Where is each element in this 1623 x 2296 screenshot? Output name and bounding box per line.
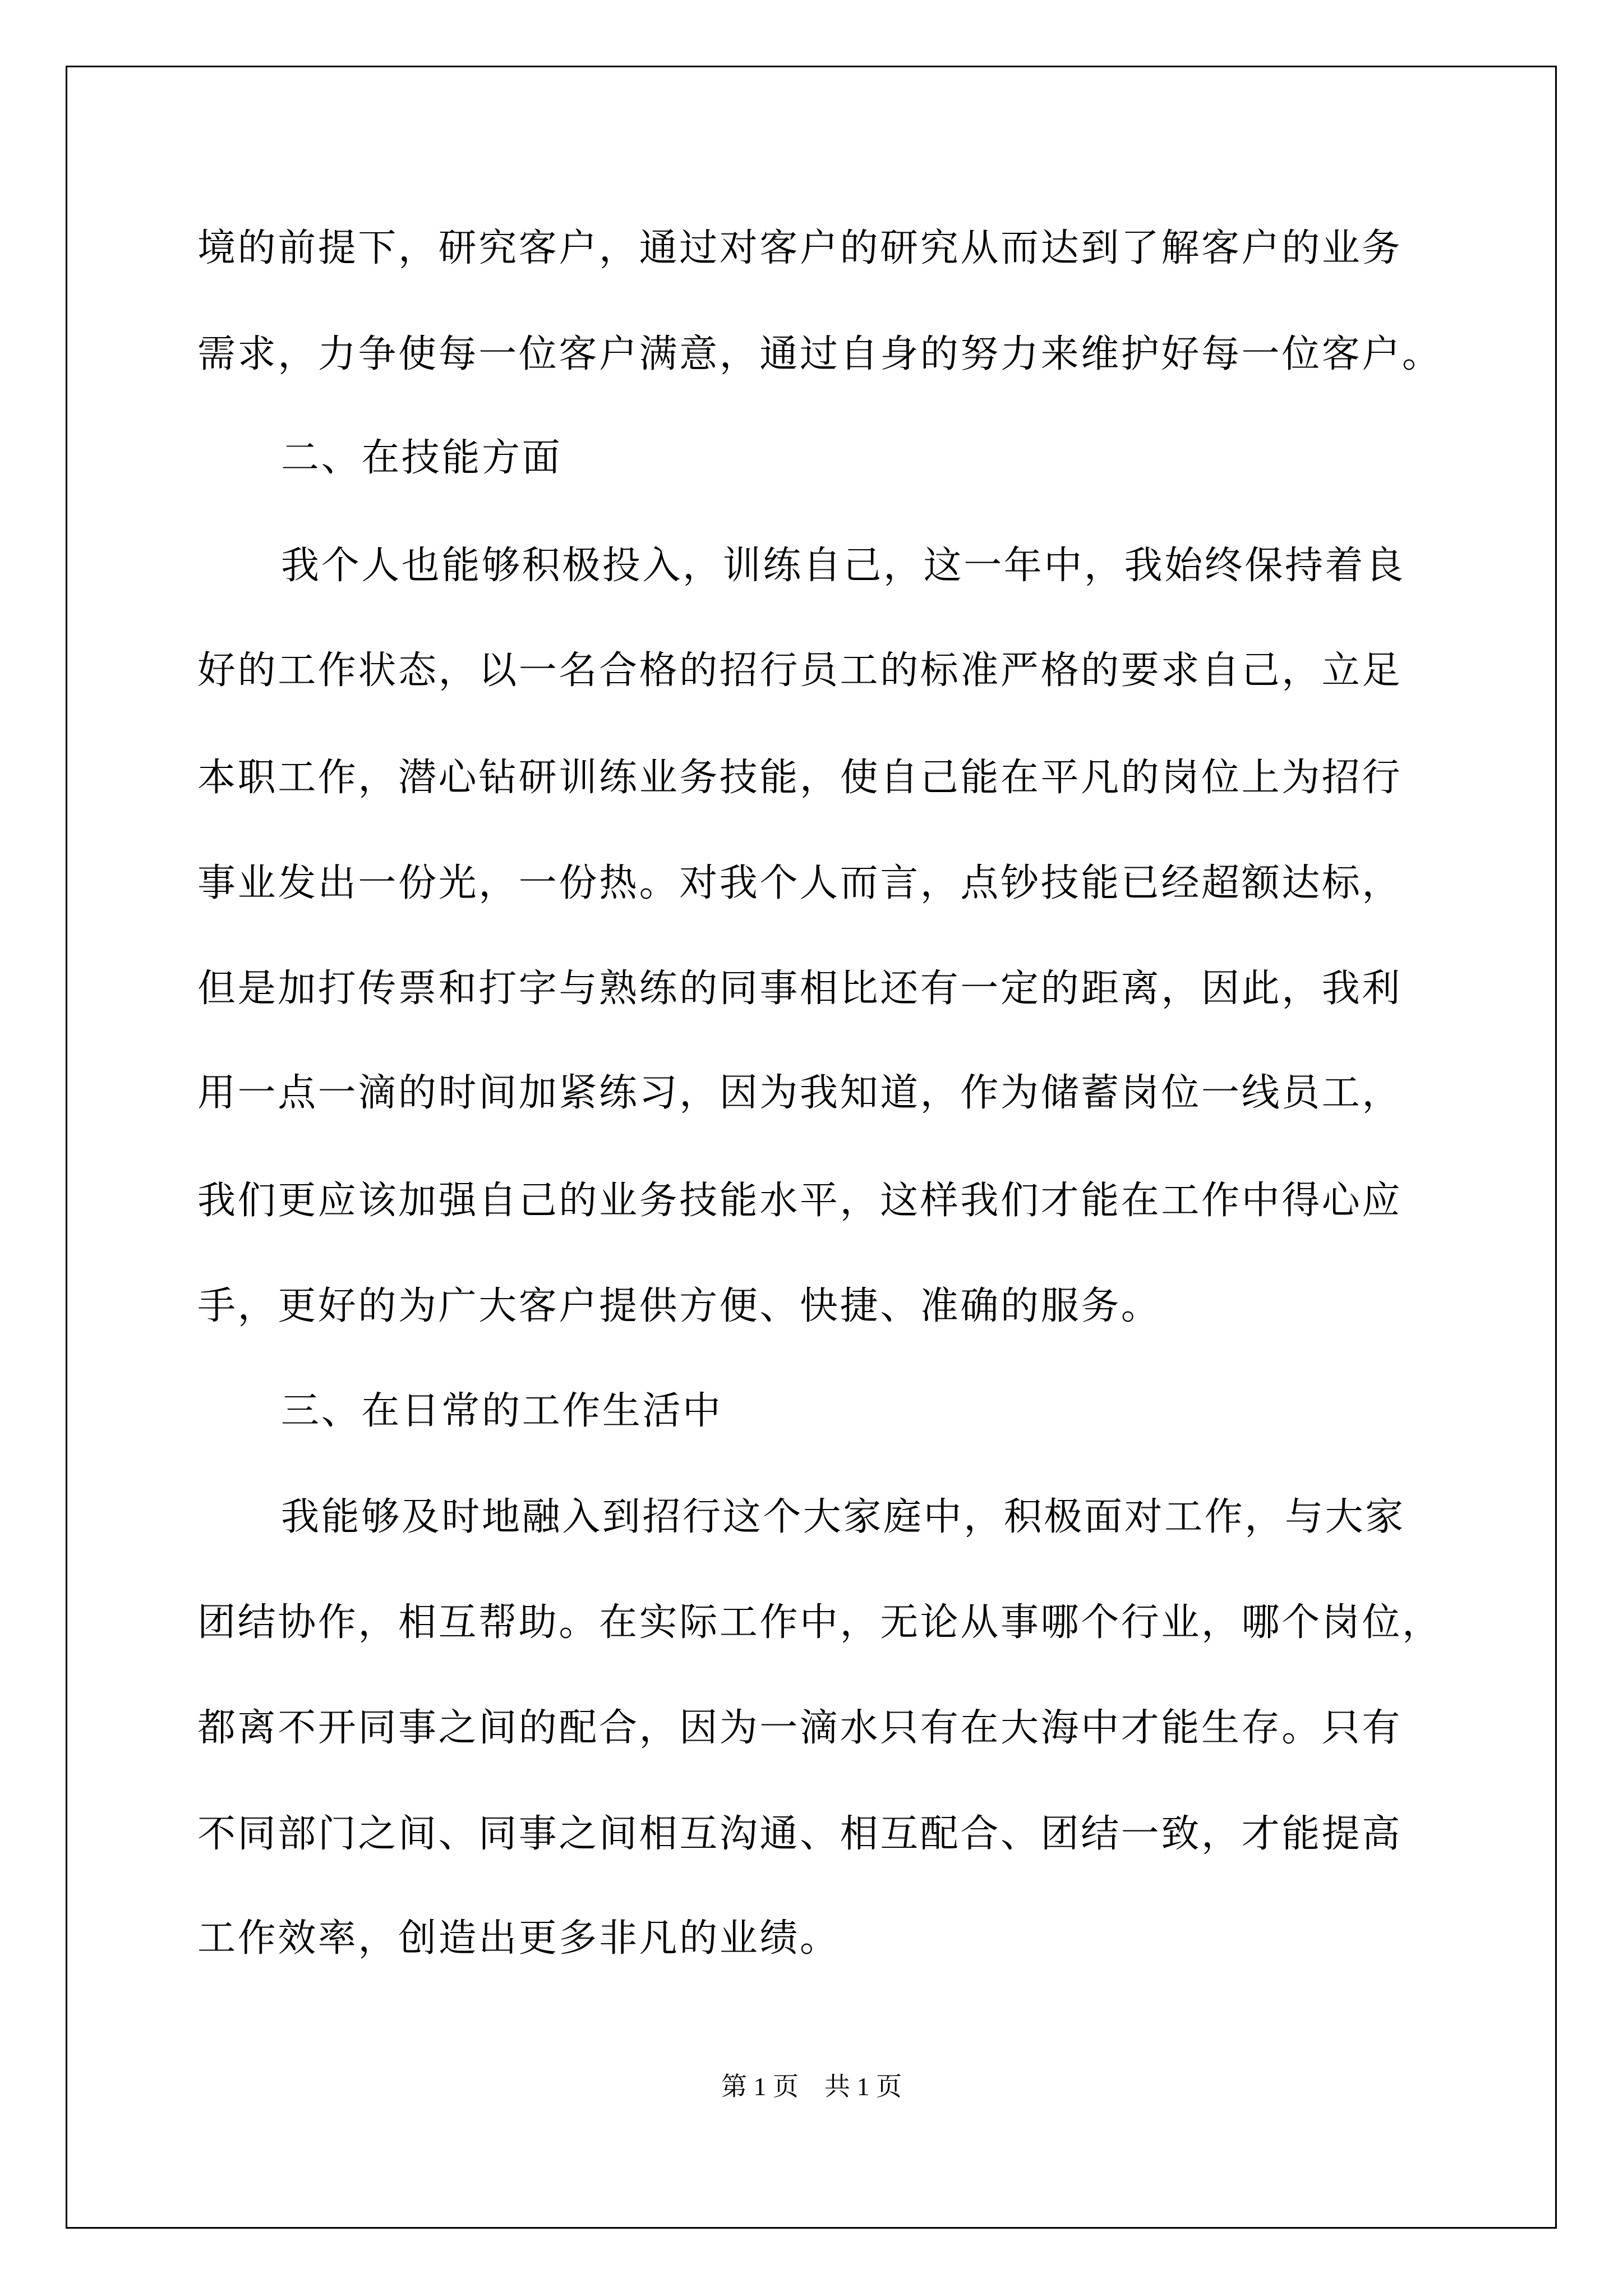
paragraph-line: 好的工作状态，以一名合格的招行员工的标准严格的要求自己，立足 <box>197 648 1403 693</box>
page-number-footer: 第 1 页 共 1 页 <box>721 2072 902 2101</box>
paragraph-line: 需求，力争使每一位客户满意，通过自身的努力来维护好每一位客户。 <box>197 332 1442 376</box>
paragraph-line: 我们更应该加强自己的业务技能水平，这样我们才能在工作中得心应 <box>197 1179 1403 1223</box>
section-heading-daily-work: 三、在日常的工作生活中 <box>281 1389 723 1433</box>
paragraph-line: 但是加打传票和打字与熟练的同事相比还有一定的距离，因此，我利 <box>197 967 1403 1011</box>
paragraph-line: 不同部门之间、同事之间相互沟通、相互配合、团结一致，才能提高 <box>197 1812 1403 1856</box>
paragraph-line: 事业发出一份光，一份热。对我个人而言，点钞技能已经超额达标， <box>197 861 1403 905</box>
paragraph-line: 我个人也能够积极投入，训练自己，这一年中，我始终保持着良 <box>281 544 1405 588</box>
paragraph-line: 团结协作，相互帮助。在实际工作中，无论从事哪个行业，哪个岗位， <box>197 1600 1442 1645</box>
paragraph-line: 手，更好的为广大客户提供方便、快捷、准确的服务。 <box>197 1284 1161 1328</box>
paragraph-line: 我能够及时地融入到招行这个大家庭中，积极面对工作，与大家 <box>281 1495 1405 1539</box>
paragraph-line: 用一点一滴的时间加紧练习，因为我知道，作为储蓄岗位一线员工， <box>197 1071 1403 1115</box>
paragraph-line: 本职工作，潜心钻研训练业务技能，使自己能在平凡的岗位上为招行 <box>197 756 1403 800</box>
paragraph-line: 境的前提下，研究客户，通过对客户的研究从而达到了解客户的业务 <box>197 226 1403 270</box>
paragraph-line: 工作效率，创造出更多非凡的业绩。 <box>197 1916 840 1961</box>
page-border <box>66 66 1557 2229</box>
paragraph-line: 都离不开同事之间的配合，因为一滴水只有在大海中才能生存。只有 <box>197 1706 1403 1750</box>
section-heading-skills: 二、在技能方面 <box>281 436 562 480</box>
